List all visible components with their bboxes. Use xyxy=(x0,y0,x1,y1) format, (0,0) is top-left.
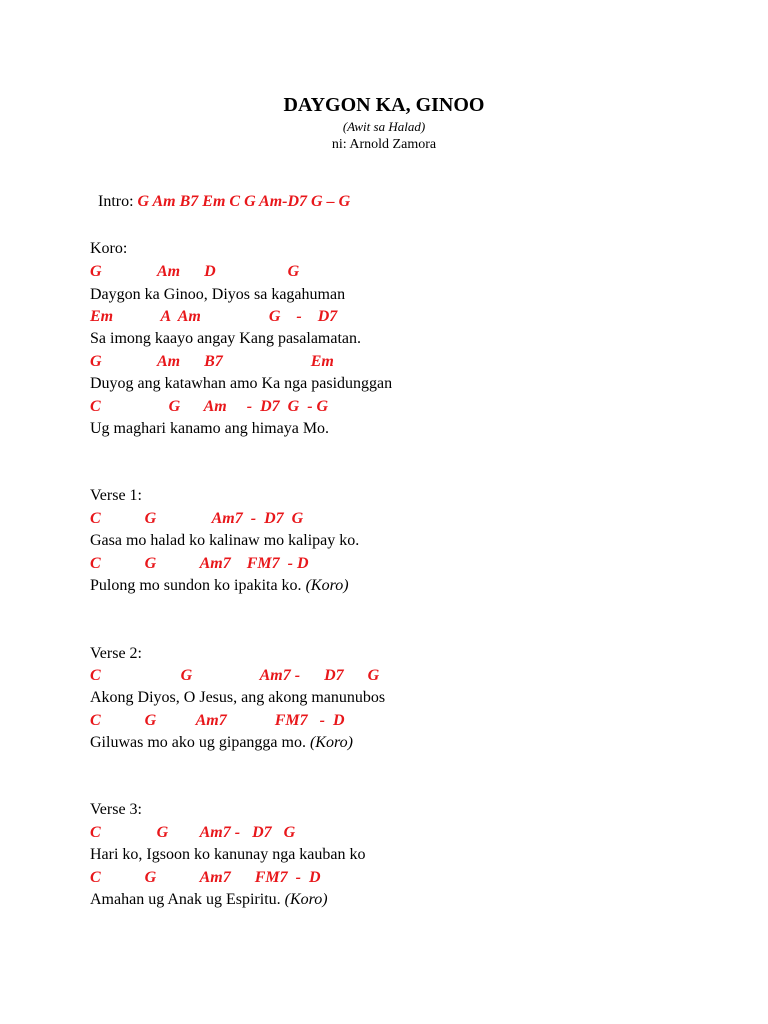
lyric-line: Akong Diyos, O Jesus, ang akong manunubos xyxy=(90,689,386,706)
chord-line: C G Am7 FM7 - D xyxy=(90,869,321,886)
koro-reference: (Koro) xyxy=(305,577,349,594)
lyric-line: Duyog ang katawhan amo Ka nga pasidunggan xyxy=(90,375,393,392)
lyric-text: Pulong mo sundon ko ipakita ko. xyxy=(90,577,306,594)
verse-1-heading: Verse 1: xyxy=(90,487,142,504)
chord-line: C G Am7 FM7 - D xyxy=(90,712,345,729)
intro-line xyxy=(90,172,350,212)
koro-reference: (Koro) xyxy=(284,891,328,908)
intro-label: Intro: xyxy=(98,193,138,210)
verse-3-heading: Verse 3: xyxy=(90,801,142,818)
koro-heading: Koro: xyxy=(90,240,128,257)
verse-2-heading: Verse 2: xyxy=(90,645,142,662)
lyric-line: Ug maghari kanamo ang himaya Mo. xyxy=(90,420,330,437)
chord-line: G Am D G xyxy=(90,263,300,280)
author-credit: ni: Arnold Zamora xyxy=(331,137,437,152)
chord-line: C G Am7 - D7 G xyxy=(90,824,296,841)
intro-chords: G Am B7 Em C G Am-D7 G – G xyxy=(137,193,351,210)
page-subtitle: (Awit sa Halad) xyxy=(342,119,426,134)
chord-line: C G Am7 - D7 G xyxy=(90,510,304,527)
lyric-line: Hari ko, Igsoon ko kanunay nga kauban ko xyxy=(90,846,366,863)
page-title: DAYGON KA, GINOO xyxy=(283,94,485,116)
lyric-text: Amahan ug Anak ug Espiritu. xyxy=(90,891,285,908)
lyric-line: Daygon ka Ginoo, Diyos sa kagahuman xyxy=(90,286,346,303)
chord-line: G Am B7 Em xyxy=(90,353,334,370)
lyric-line xyxy=(90,733,353,753)
lyric-line xyxy=(90,890,328,910)
chord-line: C G Am7 FM7 - D xyxy=(90,555,309,572)
koro-reference: (Koro) xyxy=(309,734,353,751)
lyric-line: Sa imong kaayo angay Kang pasalamatan. xyxy=(90,330,362,347)
lyric-line: Gasa mo halad ko kalinaw mo kalipay ko. xyxy=(90,532,360,549)
chord-line: C G Am - D7 G - G xyxy=(90,398,329,415)
chord-line: Em A Am G - D7 xyxy=(90,308,338,325)
lyric-line xyxy=(90,576,349,596)
chord-line: C G Am7 - D7 G xyxy=(90,667,380,684)
lyric-text: Giluwas mo ako ug gipangga mo. xyxy=(90,734,310,751)
